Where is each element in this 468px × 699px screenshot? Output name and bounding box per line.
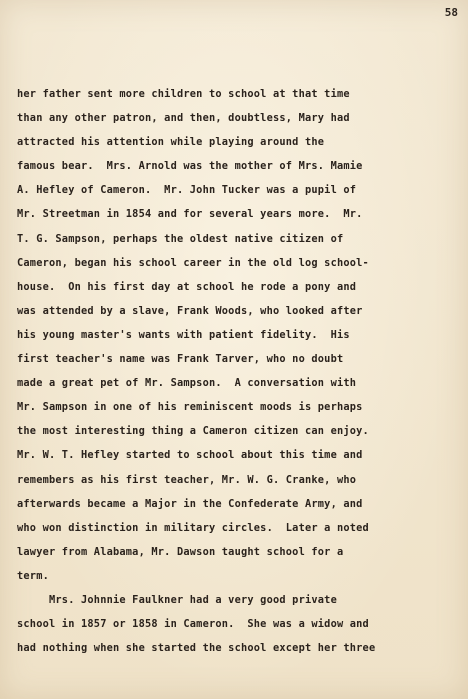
text-line: famous bear. Mrs. Arnold was the mother of Mrs. Mamie	[17, 160, 363, 173]
text-line: Mr. Sampson in one of his reminiscent moods is perhaps	[17, 401, 363, 414]
text-line: Mr. Streetman in 1854 and for several years more. Mr.	[17, 208, 363, 221]
text-line: lawyer from Alabama, Mr. Dawson taught school for a	[17, 545, 344, 558]
typed-body-text	[17, 88, 462, 666]
text-line: Mrs. Johnnie Faulkner had a very good private	[17, 593, 337, 606]
text-line: her father sent more children to school at that time	[17, 88, 350, 100]
text-line: his young master's wants with patient fidelity. His	[17, 328, 350, 341]
text-line: remembers as his first teacher, Mr. W. G. Cranke, who	[17, 473, 357, 486]
text-line: than any other patron, and then, doubtless, Mary had	[17, 112, 350, 125]
text-line: Mr. W. T. Hefley started to school about this time and	[17, 449, 363, 462]
text-line: afterwards became a Major in the Confederate Army, and	[17, 497, 363, 510]
text-line: made a great pet of Mr. Sampson. A conversation with	[17, 377, 357, 390]
page-number: 58	[444, 6, 458, 19]
text-line: first teacher's name was Frank Tarver, who no doubt	[17, 353, 344, 366]
text-line: T. G. Sampson, perhaps the oldest native citizen of	[17, 232, 344, 245]
text-line: was attended by a slave, Frank Woods, who looked after	[17, 304, 363, 317]
text-line: who won distinction in military circles. Later a noted	[17, 521, 369, 534]
text-line: attracted his attention while playing around the	[17, 136, 325, 149]
text-line: A. Hefley of Cameron. Mr. John Tucker was a pupil of	[17, 184, 357, 197]
text-line: term.	[17, 569, 49, 582]
text-line: had nothing when she started the school except her three	[17, 642, 376, 655]
text-line: Cameron, began his school career in the old log school-	[17, 256, 369, 269]
text-line: the most interesting thing a Cameron citizen can enjoy.	[17, 425, 369, 438]
text-line: house. On his first day at school he rode a pony and	[17, 280, 357, 293]
text-line: school in 1857 or 1858 in Cameron. She was a widow and	[17, 618, 369, 631]
